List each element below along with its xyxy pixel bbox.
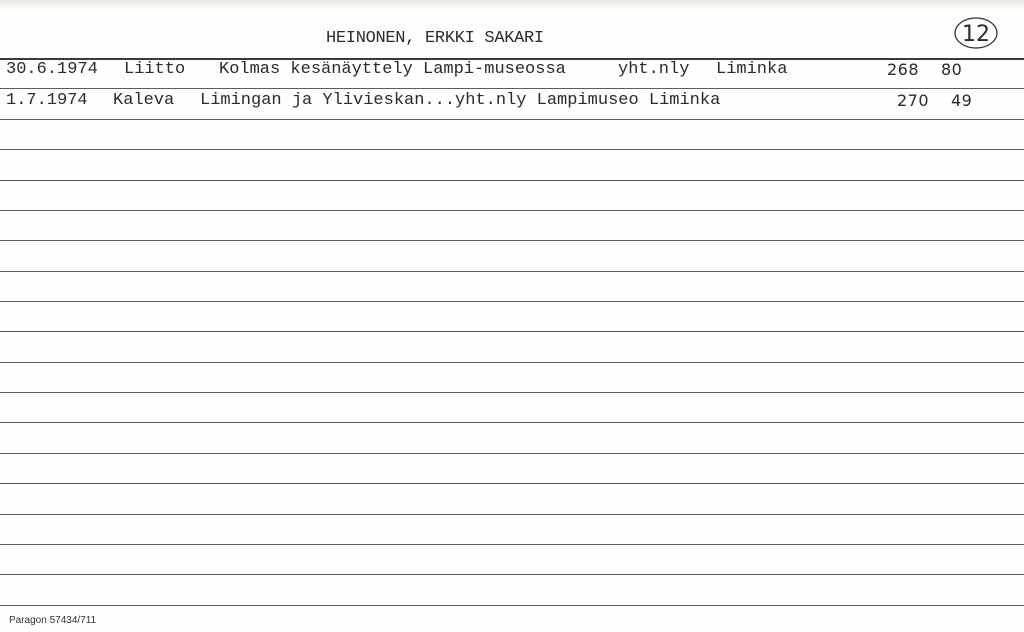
- ruled-line: [0, 301, 1024, 302]
- ruled-line: [0, 574, 1024, 575]
- card-number-text: 12: [962, 22, 990, 47]
- ruled-line: [0, 331, 1024, 332]
- ruled-line: [0, 483, 1024, 484]
- card-number-stamp: [952, 14, 1000, 52]
- card-title: HEINONEN, ERKKI SAKARI: [326, 29, 544, 48]
- ruled-line: [0, 271, 1024, 272]
- ruled-line: [0, 362, 1024, 363]
- entry-row: [0, 91, 1024, 121]
- entry-column-number: 49: [951, 91, 973, 110]
- entry-place: Liminka: [716, 60, 788, 79]
- entry-description: Limingan ja Ylivieskan...yht.nly Lampimuseo Liminka: [200, 91, 721, 110]
- entry-newspaper: Liitto: [124, 60, 186, 79]
- ruled-line: [0, 422, 1024, 423]
- entry-description: Kolmas kesänäyttely Lampi-museossa: [219, 60, 566, 79]
- ruled-line: [0, 240, 1024, 241]
- entry-newspaper: Kaleva: [113, 91, 175, 110]
- ruled-line: [0, 119, 1024, 120]
- ruled-line: [0, 210, 1024, 211]
- ruled-line: [0, 180, 1024, 181]
- entry-date: 30.6.1974: [6, 60, 98, 79]
- entry-note: yht.nly: [618, 60, 690, 79]
- ruled-line: [0, 149, 1024, 150]
- ruled-line: [0, 544, 1024, 545]
- ruled-line: [0, 392, 1024, 393]
- entry-page-number: 270: [897, 91, 930, 110]
- ruled-line: [0, 605, 1024, 606]
- printer-imprint: Paragon 57434/711: [9, 615, 97, 626]
- entry-row: [0, 60, 1024, 90]
- ruled-line: [0, 514, 1024, 515]
- card-edge-shadow: [0, 0, 1024, 10]
- entry-date: 1.7.1974: [6, 91, 88, 110]
- entry-page-number: 268: [887, 60, 920, 79]
- ruled-line: [0, 88, 1024, 89]
- ruled-line: [0, 453, 1024, 454]
- entry-column-number: 80: [941, 60, 963, 79]
